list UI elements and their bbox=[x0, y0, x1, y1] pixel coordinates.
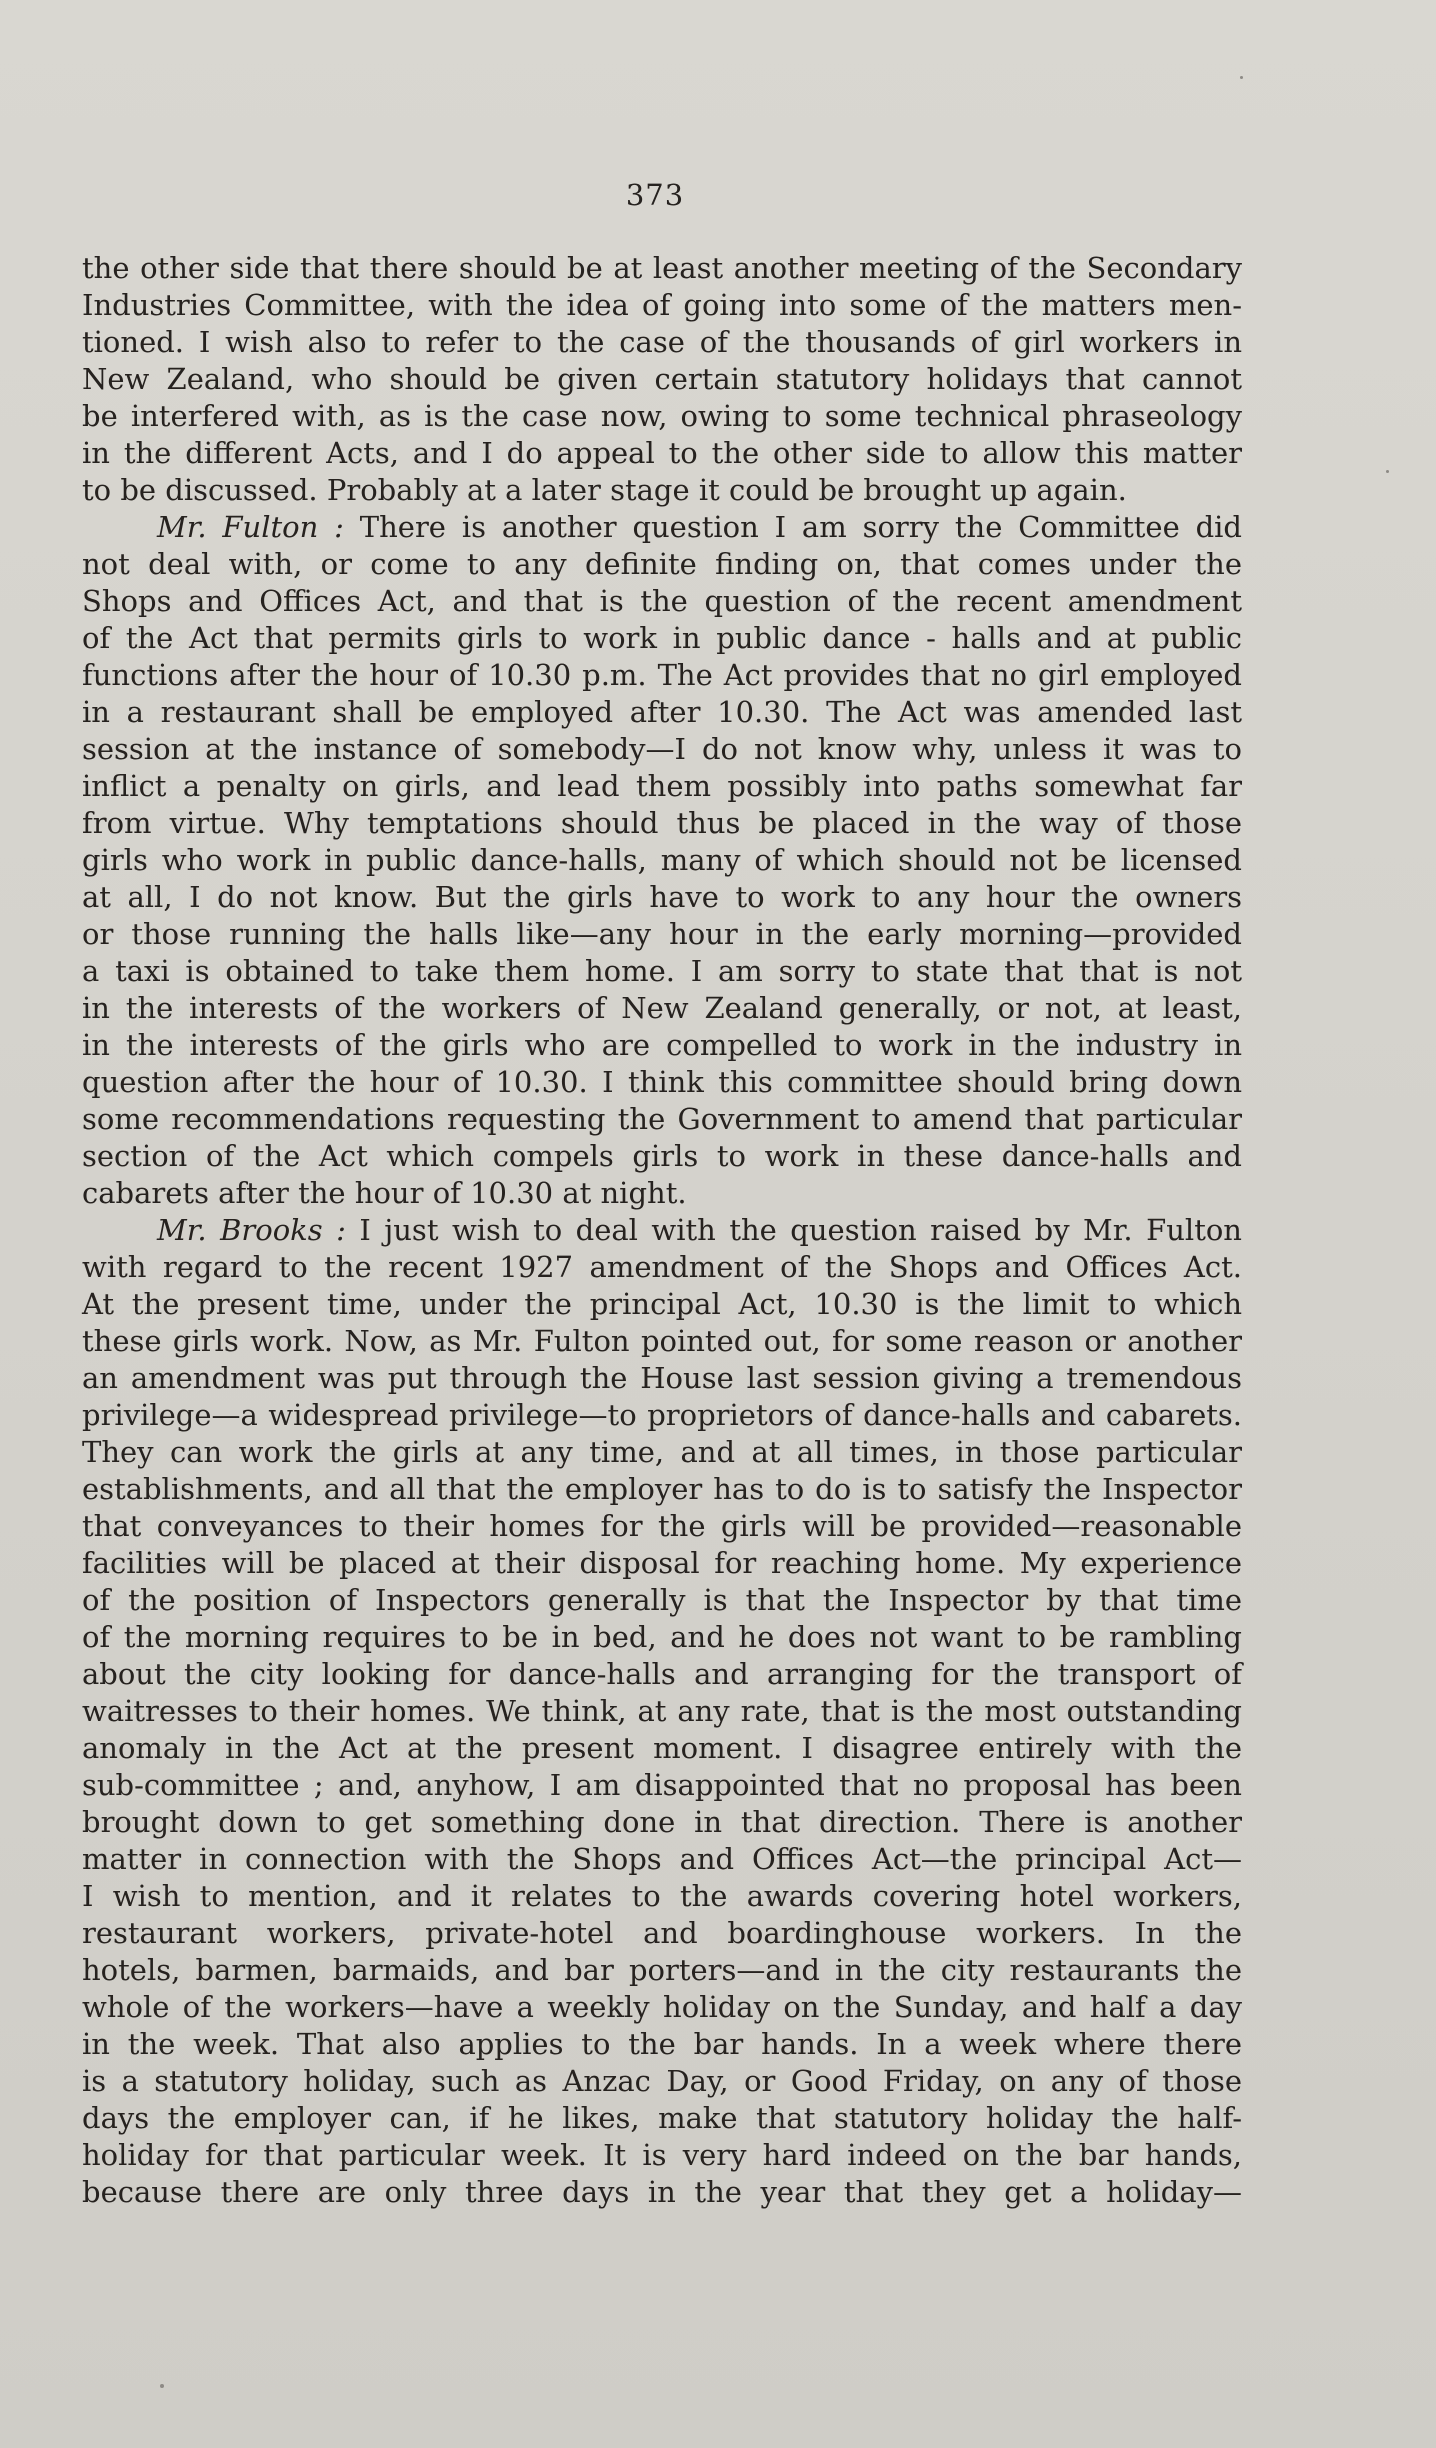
text-line: matter in connection with the Shops and Offices Act—the principal Act— bbox=[82, 1842, 1242, 1876]
text-line: hotels, barmen, barmaids, and bar porters—and in the city restaurants the bbox=[82, 1953, 1242, 1987]
paper-speck bbox=[1240, 76, 1243, 79]
text-line: of the position of Inspectors generally is that the Inspector by that time bbox=[82, 1583, 1242, 1617]
text-line: in a restaurant shall be employed after 10.30. The Act was amended last bbox=[82, 695, 1242, 729]
text-line: There is another question I am sorry the Committee did bbox=[343, 510, 1242, 544]
text-line: with regard to the recent 1927 amendment of the Shops and Offices Act. bbox=[82, 1250, 1242, 1284]
text-line: these girls work. Now, as Mr. Fulton pointed out, for some reason or another bbox=[82, 1324, 1242, 1358]
paragraph-mr-brooks bbox=[82, 1212, 1242, 2211]
text-line: of the Act that permits girls to work in public dance - halls and at public bbox=[82, 621, 1242, 655]
text-line: a taxi is obtained to take them home. I am sorry to state that that is not bbox=[82, 954, 1242, 988]
text-line: waitresses to their homes. We think, at any rate, that is the most outstanding bbox=[82, 1694, 1242, 1728]
text-line: the other side that there should be at least another meeting of the Secondary bbox=[82, 251, 1242, 285]
text-line: functions after the hour of 10.30 p.m. The Act provides that no girl employed bbox=[82, 658, 1242, 692]
text-line: from virtue. Why temptations should thus be placed in the way of those bbox=[82, 806, 1242, 840]
text-line: establishments, and all that the employer has to do is to satisfy the Inspector bbox=[82, 1472, 1242, 1506]
text-line: in the different Acts, and I do appeal to the other side to allow this matter bbox=[82, 436, 1242, 470]
paper-speck bbox=[160, 2384, 164, 2388]
text-line: I wish to mention, and it relates to the awards covering hotel workers, bbox=[82, 1879, 1242, 1913]
text-line: Shops and Offices Act, and that is the question of the recent amendment bbox=[82, 584, 1242, 618]
text-line: be interfered with, as is the case now, owing to some technical phraseology bbox=[82, 399, 1242, 433]
text-line: whole of the workers—have a weekly holiday on the Sunday, and half a day bbox=[82, 1990, 1242, 2024]
speaker-name: Mr. Fulton : bbox=[157, 510, 344, 544]
text-line: session at the instance of somebody—I do not know why, unless it was to bbox=[82, 732, 1242, 766]
text-line: They can work the girls at any time, and at all times, in those particular bbox=[82, 1435, 1242, 1469]
text-line: some recommendations requesting the Government to amend that particular bbox=[82, 1102, 1242, 1136]
text-line: or those running the halls like—any hour in the early morning—provided bbox=[82, 917, 1242, 951]
text-line: in the interests of the workers of New Zealand generally, or not, at least, bbox=[82, 991, 1242, 1025]
text-line: in the week. That also applies to the bar hands. In a week where there bbox=[82, 2027, 1242, 2061]
paragraph-mr-fulton bbox=[82, 509, 1242, 1212]
page-number: 373 bbox=[625, 178, 685, 212]
text-line: At the present time, under the principal Act, 10.30 is the limit to which bbox=[82, 1287, 1242, 1321]
text-line: at all, I do not know. But the girls have to work to any hour the owners bbox=[82, 880, 1242, 914]
text-line: inflict a penalty on girls, and lead them possibly into paths somewhat far bbox=[82, 769, 1242, 803]
speaker-name: Mr. Brooks : bbox=[157, 1213, 346, 1247]
text-line: restaurant workers, private-hotel and boardinghouse workers. In the bbox=[82, 1916, 1242, 1950]
speaker-line bbox=[82, 509, 1242, 546]
text-line: to be discussed. Probably at a later stage it could be brought up again. bbox=[82, 473, 1127, 507]
paragraph-continuation bbox=[82, 250, 1242, 509]
text-line: sub-committee ; and, anyhow, I am disappointed that no proposal has been bbox=[82, 1768, 1242, 1802]
paper-speck bbox=[1386, 470, 1389, 473]
text-line: days the employer can, if he likes, make that statutory holiday the half- bbox=[82, 2101, 1242, 2135]
text-line: holiday for that particular week. It is very hard indeed on the bar hands, bbox=[82, 2138, 1242, 2172]
text-line: girls who work in public dance-halls, many of which should not be licensed bbox=[82, 843, 1242, 877]
text-line: in the interests of the girls who are compelled to work in the industry in bbox=[82, 1028, 1242, 1062]
text-line: section of the Act which compels girls to work in these dance-halls and bbox=[82, 1139, 1242, 1173]
text-line: that conveyances to their homes for the girls will be provided—reasonable bbox=[82, 1509, 1242, 1543]
text-line: not deal with, or come to any definite finding on, that comes under the bbox=[82, 547, 1242, 581]
text-line: is a statutory holiday, such as Anzac Day, or Good Friday, on any of those bbox=[82, 2064, 1242, 2098]
speaker-line bbox=[82, 1212, 1242, 1249]
text-line: I just wish to deal with the question raised by Mr. Fulton bbox=[345, 1213, 1242, 1247]
text-line: of the morning requires to be in bed, and he does not want to be rambling bbox=[82, 1620, 1242, 1654]
text-line: brought down to get something done in that direction. There is another bbox=[82, 1805, 1242, 1839]
body-text bbox=[82, 250, 1242, 2211]
text-line: anomaly in the Act at the present moment. I disagree entirely with the bbox=[82, 1731, 1242, 1765]
text-line: privilege—a widespread privilege—to proprietors of dance-halls and cabarets. bbox=[82, 1398, 1242, 1432]
text-line: cabarets after the hour of 10.30 at night. bbox=[82, 1176, 687, 1210]
text-line: because there are only three days in the year that they get a holiday— bbox=[82, 2175, 1242, 2209]
text-line: facilities will be placed at their disposal for reaching home. My experience bbox=[82, 1546, 1242, 1580]
text-line: an amendment was put through the House last session giving a tremendous bbox=[82, 1361, 1242, 1395]
text-line: question after the hour of 10.30. I think this committee should bring down bbox=[82, 1065, 1242, 1099]
text-line: tioned. I wish also to refer to the case of the thousands of girl workers in bbox=[82, 325, 1242, 359]
text-line: about the city looking for dance-halls and arranging for the transport of bbox=[82, 1657, 1242, 1691]
text-line: Industries Committee, with the idea of going into some of the matters men- bbox=[82, 288, 1242, 322]
text-line: New Zealand, who should be given certain statutory holidays that cannot bbox=[82, 362, 1242, 396]
